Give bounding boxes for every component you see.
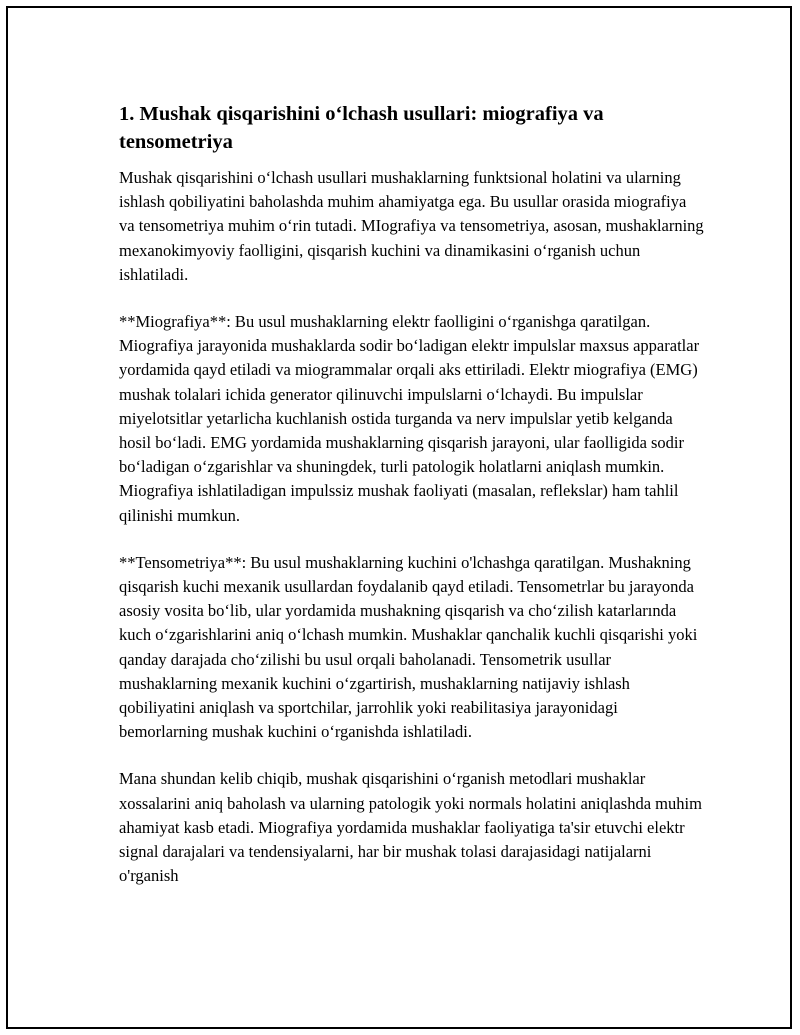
paragraph-miografiya: **Miografiya**: Bu usul mushaklarning elektr faolligini o‘rganishga qaratilgan. Miografiya jarayonida mushaklarda sodir bo‘ladigan elektr impulslar maxsus apparatlar yordamida qayd etiladi va miogrammalar orqali aks ettiriladi. Elektr miografiya (EMG) mushak tolalari ichida generator qilinuvchi impulslarni o‘lchaydi. Bu impulslar miyelotsitlar yetarlicha kuchlanish ostida turganda va nerv impulslar yetib kelganda hosil bo‘ladi. EMG yordamida mushaklarning qisqarish jarayoni, ular faolligida sodir bo‘ladigan o‘zgarishlar va shuningdek, turli patologik holatlarni aniqlash mumkin. Miografiya ishlatiladigan impulssiz mushak faoliyati (masalan, reflekslar) ham tahlil qilinishi mumkun. (119, 312, 700, 525)
paragraph-intro: Mushak qisqarishini o‘lchash usullari mushaklarning funktsional holatini va ularning ishlash qobiliyatini baholashda muhim ahamiyatga ega. Bu usullar orasida miografiya va tensometriya muhim o‘rin tutadi. MIografiya va tensometriya, asosan, mushaklarning mexanokimyoviy faolligini, qisqarish kuchini va dinamikasini o‘rganish uchun ishlatiladi. (119, 168, 704, 284)
document-body (119, 100, 704, 888)
paragraph-tensometriya: **Tensometriya**: Bu usul mushaklarning kuchini o'lchashga qaratilgan. Mushakning qisqarish kuchi mexanik usullardan foydalanib qayd etiladi. Tensometrlar bu jarayonda asosiy vosita bo‘lib, ular yordamida mushakning qisqarish va cho‘zilish katarlarında kuch o‘zgarishlarini aniq o‘lchash mumkin. Mushaklar qanchalik kuchli qisqarishi yoki qanday darajada cho‘zilishi bu usul orqali baholanadi. Tensometrik usullar mushaklarning mexanik kuchini o‘zgartirish, mushaklarning natijaviy ishlash qobiliyatini aniqlash va sportchilar, jarrohlik yoki reabilitasiya jarayonidagi bemorlarning mushak kuchini o‘rganishda ishlatiladi. (119, 552, 698, 742)
page-frame (6, 6, 792, 1029)
section-heading: 1. Mushak qisqarishini o‘lchash usullari: miografiya va tensometriya (119, 103, 604, 153)
paragraph-conclusion: Mana shundan kelib chiqib, mushak qisqarishini o‘rganish metodlari mushaklar xossalarini aniq baholash va ularning patologik yoki normals holatini aniqlashda muhim ahamiyat kasb etadi. Miografiya yordamida mushaklar faoliyatiga ta'sir etuvchi elektr signal darajalari va tendensiyalarni, har bir mushak tolasi darajasidagi natijalarni o'rganish (119, 769, 702, 886)
